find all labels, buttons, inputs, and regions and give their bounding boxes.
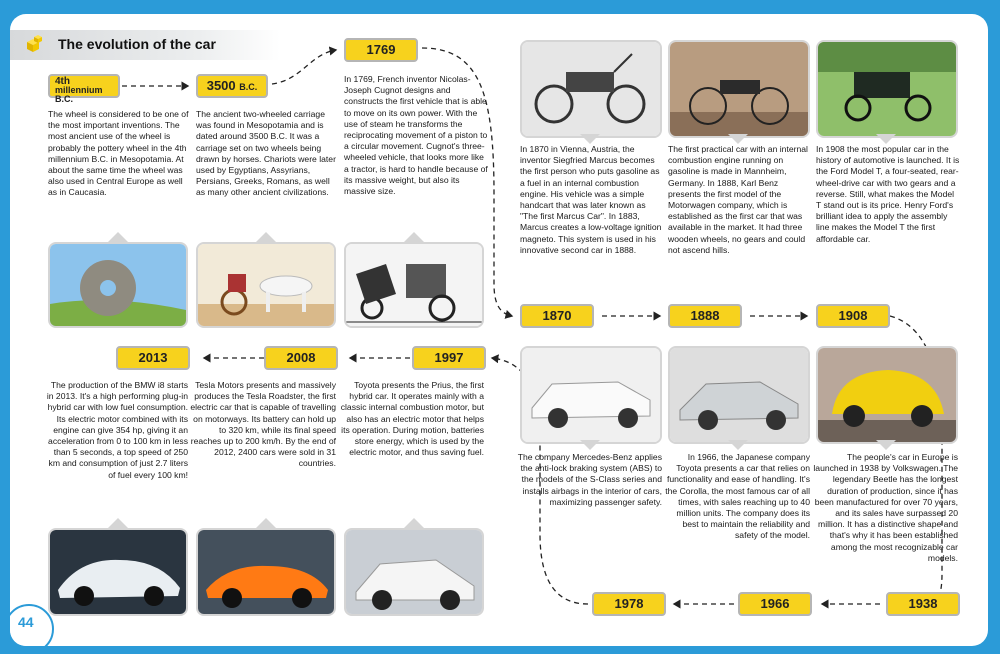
- year-badge-1966: 1966: [738, 592, 812, 616]
- marcus-car-photo: [520, 40, 662, 138]
- year-badge-1870: 1870: [520, 304, 594, 328]
- event-text-1966: In 1966, the Japanese company Toyota presents a car that relies on functionality and ease of handling. It's the Corolla, the most famous car of all times, with sales reaching up to 40 million units. The company does its best to maintain the reliability and safety of the model.: [665, 452, 810, 541]
- toyota-prius-photo: [344, 528, 484, 616]
- page: [10, 14, 988, 646]
- event-text-2013: The production of the BMW i8 starts in 2013. It's a high performing plug-in hybrid car with low fuel consumption. Its electric motor combined with its engine can give 354 hp, giving it an acceleration from 0 to 100 km in less than 5 seconds, a top speed of 250 km and consumption of just 2.7 liters of fuel every 100 km!: [46, 380, 188, 480]
- photo-notch: [580, 134, 600, 144]
- photo-notch: [876, 440, 896, 450]
- year-badge-1908: 1908: [816, 304, 890, 328]
- year-badge-3500bc: 3500 B.C.: [196, 74, 268, 98]
- photo-notch: [108, 232, 128, 242]
- event-text-4th-millennium: The wheel is considered to be one of the most important inventions. The most ancient use of the wheel is probably the pottery wheel in the 4th millennium B.C. in Mesopotamia. At about the same time the wheel was also used in Central Europe as well as in Caucasia.: [48, 109, 189, 198]
- year-badge-1769: 1769: [344, 38, 418, 62]
- horse-chariot-photo: [196, 242, 336, 328]
- event-text-2008: Tesla Motors presents and massively produces the Tesla Roadster, the first electric car that is capable of travelling on motorways. Its battery can hold up to 320 km, while its final speed reaches up to 200 km/h. By the end of 2012, 2400 cars were sold in 31 countries.: [190, 380, 336, 469]
- stone-wheel-photo: [48, 242, 188, 328]
- year-badge-1938: 1938: [886, 592, 960, 616]
- cugnot-steam-vehicle-engraving: [344, 242, 484, 328]
- year-badge-1888: 1888: [668, 304, 742, 328]
- event-text-1870: In 1870 in Vienna, Austria, the inventor Siegfried Marcus becomes the first person who puts gasoline as a fuel in an internal combustion engine. His vehicle was a simple handcart that was later known as "The first Marcus Car". In 1883, Marcus creates a low-voltage ignition magneto. This system is used in his innovative second car in 1888.: [520, 144, 662, 255]
- benz-motorwagen-photo: [668, 40, 810, 138]
- event-text-1769: In 1769, French inventor Nicolas-Joseph Cugnot designs and constructs the first vehicle that is able to move on its own power. With the use of steam he transforms the reciprocating movement of a piston to a circular movement. Cugnot's three-wheeled vehicle, that looks more like a tractor, is hard to handle because of its massive weight, but also its massive size.: [344, 74, 488, 197]
- year-badge-1978: 1978: [592, 592, 666, 616]
- bmw-i8-photo: [48, 528, 188, 616]
- photo-notch: [404, 518, 424, 528]
- photo-notch: [580, 440, 600, 450]
- page-number-badge: 44: [10, 604, 54, 646]
- event-text-1888: The first practical car with an internal combustion engine running on gasoline is made in Mannheim, Germany. In 1888, Karl Benz presents the first model of the Motorwagen company, which is established as the first car that was available in the market. It had three wooden wheels, no gears and could not ascend hills.: [668, 144, 808, 255]
- photo-notch: [108, 518, 128, 528]
- page-title: The evolution of the car: [58, 36, 216, 52]
- year-badge-4th-millennium: 4th millennium B.C.: [48, 74, 120, 98]
- mercedes-s-class-photo: [520, 346, 662, 444]
- event-text-1908: In 1908 the most popular car in the history of automotive is launched. It is the Ford Model T, a four-seated, rear-wheel-drive car with two gears and a reverse. Still, what makes the Model T stand out is its price. Henry Ford's brilliant idea to apply the assembly line makes the Model T the first affordable car.: [816, 144, 960, 244]
- photo-notch: [728, 134, 748, 144]
- vw-beetle-photo: [816, 346, 958, 444]
- photo-notch: [404, 232, 424, 242]
- year-badge-1997: 1997: [412, 346, 486, 370]
- event-text-3500bc: The ancient two-wheeled carriage was found in Mesopotamia and is dated around 3500 B.C. It was a carriage set on two wheels being drawn by horses. Chariots were later used by Egyptians, Assyrians, Persians, Greeks, Romans, as well as many other ancient civilizations.: [196, 109, 336, 198]
- year-badge-2008: 2008: [264, 346, 338, 370]
- year-badge-2013: 2013: [116, 346, 190, 370]
- toyota-corolla-photo: [668, 346, 810, 444]
- ford-model-t-photo: [816, 40, 958, 138]
- event-text-1938: The people's car in Europe is launched in 1938 by Volkswagen. The legendary Beetle has the longest duration of production, since it has been manufactured for over 70 years, and its sales have surpassed 20 million. It has a distinctive shape and that's why it has been established among the most recognizable car models.: [813, 452, 958, 563]
- photo-notch: [876, 134, 896, 144]
- event-text-1978: The company Mercedes-Benz applies the anti-lock braking system (ABS) to the models of the S-Class series and installs airbags in the interior of cars, maximizing passenger safety.: [517, 452, 662, 507]
- photo-notch: [256, 232, 276, 242]
- tesla-roadster-photo: [196, 528, 336, 616]
- photo-notch: [256, 518, 276, 528]
- event-text-1997: Toyota presents the Prius, the first hybrid car. It operates mainly with a classic internal combustion motor, but also has an electric motor that helps its operation. During motion, batteries store energy, which is used by the electric motor, and thus saving fuel.: [340, 380, 484, 458]
- photo-notch: [728, 440, 748, 450]
